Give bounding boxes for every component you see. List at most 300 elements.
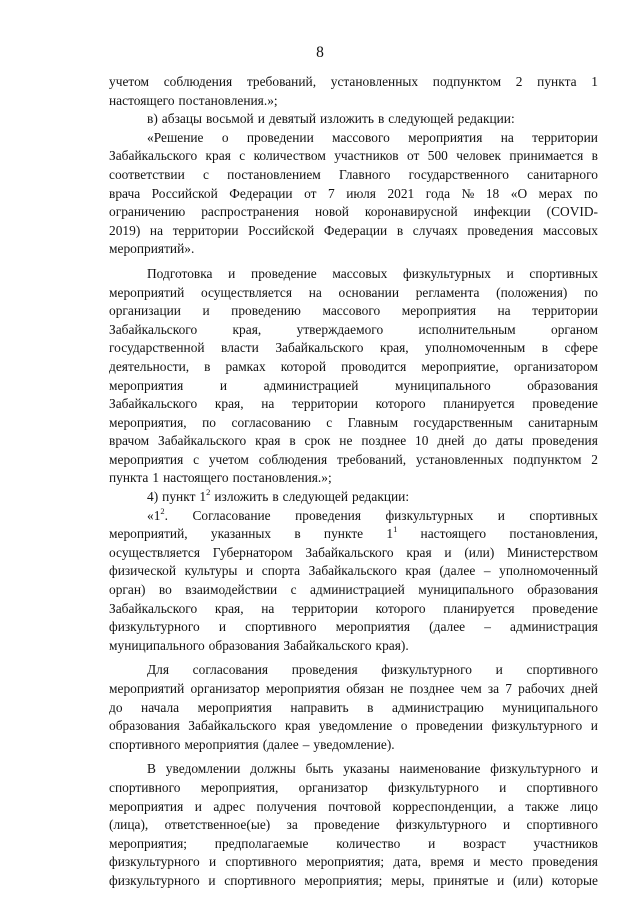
word: пункте [323, 526, 364, 542]
word: и [428, 835, 436, 851]
word: физкультурного [381, 662, 472, 678]
word: настоящего [420, 526, 487, 542]
word: которые [551, 872, 598, 888]
word: проведении [416, 718, 483, 734]
document-body [109, 73, 598, 891]
word: позднее [361, 433, 407, 449]
word: организации [109, 303, 181, 319]
word: сфере [564, 340, 598, 356]
word: в [204, 358, 211, 374]
word: мероприятия; [109, 835, 187, 851]
word: постановления.»; [232, 470, 332, 486]
word: о [221, 129, 229, 145]
word: соответствии [109, 166, 185, 182]
word: корреспонденции, [392, 798, 497, 814]
word: края [405, 563, 431, 579]
word: должны [250, 761, 296, 777]
word: администрацией [309, 582, 405, 598]
word: мерах [538, 185, 573, 201]
word: меры, [391, 872, 425, 888]
body-line [109, 185, 598, 204]
word: физкультурного [491, 718, 583, 734]
word: уполномоченный [499, 563, 598, 579]
word: ответственное(ые) [164, 817, 271, 833]
word: в) [147, 111, 158, 127]
word: 10 [415, 433, 429, 449]
word: администрацию [392, 699, 484, 715]
word: муниципального [109, 637, 205, 653]
word: а [507, 798, 514, 814]
word: спортивного [526, 817, 598, 833]
word: 4) [147, 489, 159, 505]
word: проведения [467, 222, 534, 238]
word: предполагаемые [214, 835, 309, 851]
word: мероприятия; [306, 854, 385, 870]
word: 2 [515, 74, 523, 89]
word: государственной [109, 340, 205, 356]
word: Забайкальского [305, 544, 394, 560]
word: Забайкальского [158, 433, 247, 449]
word: (далее [262, 736, 299, 752]
word: уведомлении [165, 761, 241, 777]
word: – [483, 563, 491, 579]
word: от [406, 148, 420, 164]
word: в [591, 148, 598, 164]
word: участников [334, 148, 399, 164]
word: участников [533, 835, 598, 851]
word: орган) [109, 582, 146, 598]
body-line [109, 699, 598, 718]
word: муниципального [395, 377, 491, 393]
word: и [208, 854, 217, 870]
word: редакции: [352, 489, 410, 505]
word: новой [314, 204, 349, 220]
body-line [109, 358, 598, 377]
word: осуществляется [109, 544, 201, 560]
word: соблюдения [258, 451, 328, 467]
word: с [193, 451, 200, 467]
word: в [294, 526, 301, 542]
word: и [497, 872, 505, 888]
word: пункта [109, 470, 149, 486]
word: муниципального [418, 582, 514, 598]
body-line [109, 488, 598, 507]
word: «$1^2$. [147, 505, 169, 523]
word: физкультурного [109, 619, 200, 635]
body-line [109, 110, 598, 129]
word: установленных [330, 74, 419, 89]
word: мероприятия [265, 681, 341, 696]
word: и [497, 507, 505, 523]
word: учетом [109, 74, 150, 89]
word: начала [141, 699, 180, 715]
word: и [218, 619, 227, 635]
word: края, [214, 600, 244, 616]
word: проведения [295, 507, 361, 523]
word: согласования [192, 662, 269, 678]
word: мероприятия [109, 798, 184, 814]
word: от [304, 185, 317, 201]
word: мероприятий». [109, 241, 195, 257]
word: (далее [439, 563, 476, 579]
word: восьмой [206, 111, 254, 127]
word: Забайкальского [109, 396, 198, 412]
word: спортивного [526, 662, 598, 678]
word: рабочих [518, 681, 565, 696]
word: время [430, 854, 465, 870]
word: спортивных [529, 265, 598, 281]
word: врачом [109, 433, 150, 449]
word: пункта [537, 74, 577, 89]
word: чем [460, 681, 482, 696]
word: Министерством [507, 544, 598, 560]
word: Забайкальского [188, 718, 277, 734]
word: массового [322, 303, 381, 319]
word: которой [280, 358, 327, 374]
word: территории [532, 303, 598, 319]
word: с [290, 582, 297, 598]
word: власти [221, 340, 259, 356]
word: 1 [152, 470, 160, 486]
word: физкультурного [396, 817, 487, 833]
word: физкультурного [109, 854, 200, 870]
word: на [261, 396, 275, 412]
word: до [109, 699, 123, 715]
word: органом [551, 321, 598, 337]
word: (положения) [496, 284, 568, 300]
word: Забайкальского [308, 563, 397, 579]
body-line [109, 302, 598, 321]
word: и [219, 377, 227, 393]
word: инфекции [473, 204, 531, 220]
word: принятые [433, 872, 489, 888]
word: 18 [485, 185, 500, 201]
word: требований, [336, 451, 407, 467]
word: спортивного [225, 854, 297, 870]
word: «О [510, 185, 528, 201]
word: уведомление). [313, 736, 395, 752]
word: и [246, 563, 254, 579]
word: учетом [208, 451, 249, 467]
word: Главного [338, 166, 391, 182]
word: и [202, 303, 210, 319]
word: следующей [388, 111, 454, 127]
word: мероприятий, [109, 526, 188, 542]
word: не [339, 433, 353, 449]
word: 2019) [109, 222, 141, 238]
word: Российской [248, 222, 315, 238]
word: Забайкальского [109, 321, 198, 337]
word: и [590, 761, 598, 777]
word: случаях [412, 222, 458, 238]
word: установленных [415, 451, 504, 467]
word: регламента [415, 284, 480, 300]
word: соблюдения [163, 74, 233, 89]
word: дней [437, 433, 465, 449]
word: физкультурного [388, 779, 479, 795]
word: на [261, 600, 275, 616]
body-line [109, 203, 598, 222]
word: Главным [347, 414, 399, 430]
body-line [109, 73, 598, 92]
word: дней [570, 681, 598, 696]
word: и [194, 798, 202, 814]
word: абзацы [161, 111, 202, 127]
word: территории [532, 129, 598, 145]
word: пункт [162, 489, 196, 505]
body-line [109, 92, 598, 111]
word: физкультурного [490, 761, 581, 777]
word: постановлением [227, 166, 321, 182]
word: дата, [393, 854, 422, 870]
word: место [489, 854, 523, 870]
body-line [109, 600, 598, 619]
body-line [109, 265, 598, 284]
word: в [377, 111, 385, 127]
word: физкультурных [403, 265, 491, 281]
word: (или) [512, 872, 543, 888]
word: $1^1$ [386, 524, 398, 542]
body-line [109, 240, 598, 259]
word: проведение [314, 817, 380, 833]
body-line [109, 395, 598, 414]
body-line [109, 680, 598, 699]
word: во [158, 582, 172, 598]
body-line [109, 798, 598, 817]
word: подпунктом [432, 74, 502, 89]
body-line [109, 147, 598, 166]
word: которого [375, 600, 426, 616]
word: обязан [346, 681, 385, 696]
word: спортивного [245, 619, 317, 635]
word: в [541, 340, 549, 356]
word: $1^2$ [199, 487, 211, 505]
word: 7 [328, 185, 335, 201]
word: проведения [532, 854, 598, 870]
word: Федерации [229, 185, 293, 201]
word: государственным [413, 414, 513, 430]
body-line [109, 469, 598, 488]
word: края [255, 433, 281, 449]
word: не [390, 681, 404, 696]
word: спортивного [224, 872, 296, 888]
word: «Решение [147, 129, 204, 145]
body-line [109, 166, 598, 185]
word: деятельности, [109, 358, 190, 374]
word: проводится [341, 358, 407, 374]
word: возраст [463, 835, 506, 851]
word: также [525, 798, 559, 814]
word: и [228, 265, 236, 281]
word: в [289, 433, 296, 449]
word: территории [172, 222, 239, 238]
word: массового [332, 129, 390, 145]
word: планируется [443, 396, 515, 412]
word: физкультурного [109, 872, 200, 888]
word: края). [375, 637, 409, 653]
body-line [109, 717, 598, 736]
word: мероприятие, [421, 358, 499, 374]
word: санитарным [528, 414, 598, 430]
body-line [109, 872, 598, 891]
word: основании [338, 284, 400, 300]
word: и [444, 544, 452, 560]
word: (лица), [109, 817, 149, 833]
body-line [109, 339, 598, 358]
word: края [205, 148, 231, 164]
word: в [272, 489, 279, 505]
word: в [396, 222, 404, 238]
word: образования [208, 637, 280, 653]
word: культуры [184, 563, 238, 579]
word: направить [290, 699, 349, 715]
word: осуществляется [200, 284, 292, 300]
word: и [473, 854, 481, 870]
word: человек [456, 148, 502, 164]
word: края, [214, 396, 244, 412]
word: массовых [542, 222, 598, 238]
word: и [506, 265, 514, 281]
body-line [109, 451, 598, 470]
word: с [202, 166, 209, 182]
word: физической [109, 563, 177, 579]
word: Забайкальского [275, 340, 364, 356]
word: муниципального [502, 699, 598, 715]
word: постановления.»; [178, 92, 278, 108]
body-line [109, 321, 598, 340]
word: требований, [246, 74, 317, 89]
body-line [109, 129, 598, 148]
word: проведению [231, 303, 301, 319]
word: спорта [261, 563, 301, 579]
word: даты [495, 433, 524, 449]
word: девятый [268, 111, 316, 127]
word: Подготовка [147, 265, 213, 281]
word: санитарного [527, 166, 598, 182]
word: года [425, 185, 451, 201]
word: Для [147, 662, 169, 678]
word: мероприятия, [200, 779, 279, 795]
word: организатор [298, 779, 368, 795]
word: мероприятия [109, 377, 184, 393]
word: (или) [464, 544, 495, 560]
word: государственного [408, 166, 509, 182]
body-line [109, 525, 598, 544]
word: изложить [320, 111, 374, 127]
word: и [208, 872, 216, 888]
word: проведение [532, 396, 598, 412]
word: врача [109, 185, 141, 201]
word: проведение [251, 265, 317, 281]
word: на [500, 129, 514, 145]
word: образования [527, 377, 598, 393]
word: территории [292, 600, 358, 616]
word: мероприятия [184, 736, 259, 752]
word: организатором [513, 358, 598, 374]
word: территории [292, 396, 358, 412]
body-line [109, 222, 598, 241]
word: организатор [190, 681, 260, 696]
word: администрацией [263, 377, 359, 393]
word: Забайкальского [109, 600, 198, 616]
word: мероприятий [109, 681, 185, 696]
word: Губернатором [212, 544, 293, 560]
word: и [499, 779, 507, 795]
body-line [109, 377, 598, 396]
body-line [109, 779, 598, 798]
word: постановления, [509, 526, 598, 542]
word: на [497, 303, 511, 319]
word: мероприятия [197, 699, 272, 715]
body-line [109, 736, 598, 755]
word: за [487, 681, 500, 696]
word: о [400, 718, 408, 734]
word: в [367, 699, 374, 715]
word: по [583, 185, 598, 201]
word: по [584, 284, 598, 300]
body-line [109, 507, 598, 526]
word: мероприятия [109, 451, 184, 467]
word: (далее [429, 619, 466, 635]
body-line [109, 618, 598, 637]
word: ограничению [109, 204, 186, 220]
word: с [239, 148, 246, 164]
word: – [302, 736, 310, 752]
word: настоящего [163, 470, 229, 486]
word: июля [346, 185, 376, 201]
word: редакции: [457, 111, 515, 127]
word: Согласование [192, 507, 271, 523]
word: спортивного [109, 736, 181, 752]
body-line [109, 581, 598, 600]
word: и [495, 662, 503, 678]
body-line [109, 661, 598, 680]
word: согласованию [231, 414, 311, 430]
word: коронавирусной [364, 204, 458, 220]
word: В [147, 761, 156, 777]
word: – [484, 619, 491, 635]
word: 2 [591, 451, 598, 467]
word: утверждаемого [296, 321, 384, 337]
word: настоящего [109, 92, 175, 108]
word: исполнительным [418, 321, 516, 337]
word: лицо [570, 798, 598, 814]
word: 7 [505, 681, 512, 696]
word: администрация [510, 619, 598, 635]
word: образования [527, 582, 598, 598]
body-line [109, 432, 598, 451]
body-line [109, 835, 598, 854]
word: срок [304, 433, 331, 449]
word: которого [375, 396, 426, 412]
word: края [284, 718, 311, 734]
word: и [257, 111, 265, 127]
word: мероприятия [335, 619, 411, 635]
word: края, [379, 340, 409, 356]
body-line [109, 760, 598, 779]
body-line [109, 414, 598, 433]
word: спортивного [526, 779, 598, 795]
word: края [406, 544, 432, 560]
word: на [308, 284, 322, 300]
word: и [503, 817, 511, 833]
word: мероприятия, [109, 414, 187, 430]
word: Забайкальского [109, 148, 198, 164]
word: Федерации [323, 222, 388, 238]
word: Забайкальского [283, 637, 372, 653]
word: физкультурных [385, 507, 474, 523]
word: количество [336, 835, 401, 851]
